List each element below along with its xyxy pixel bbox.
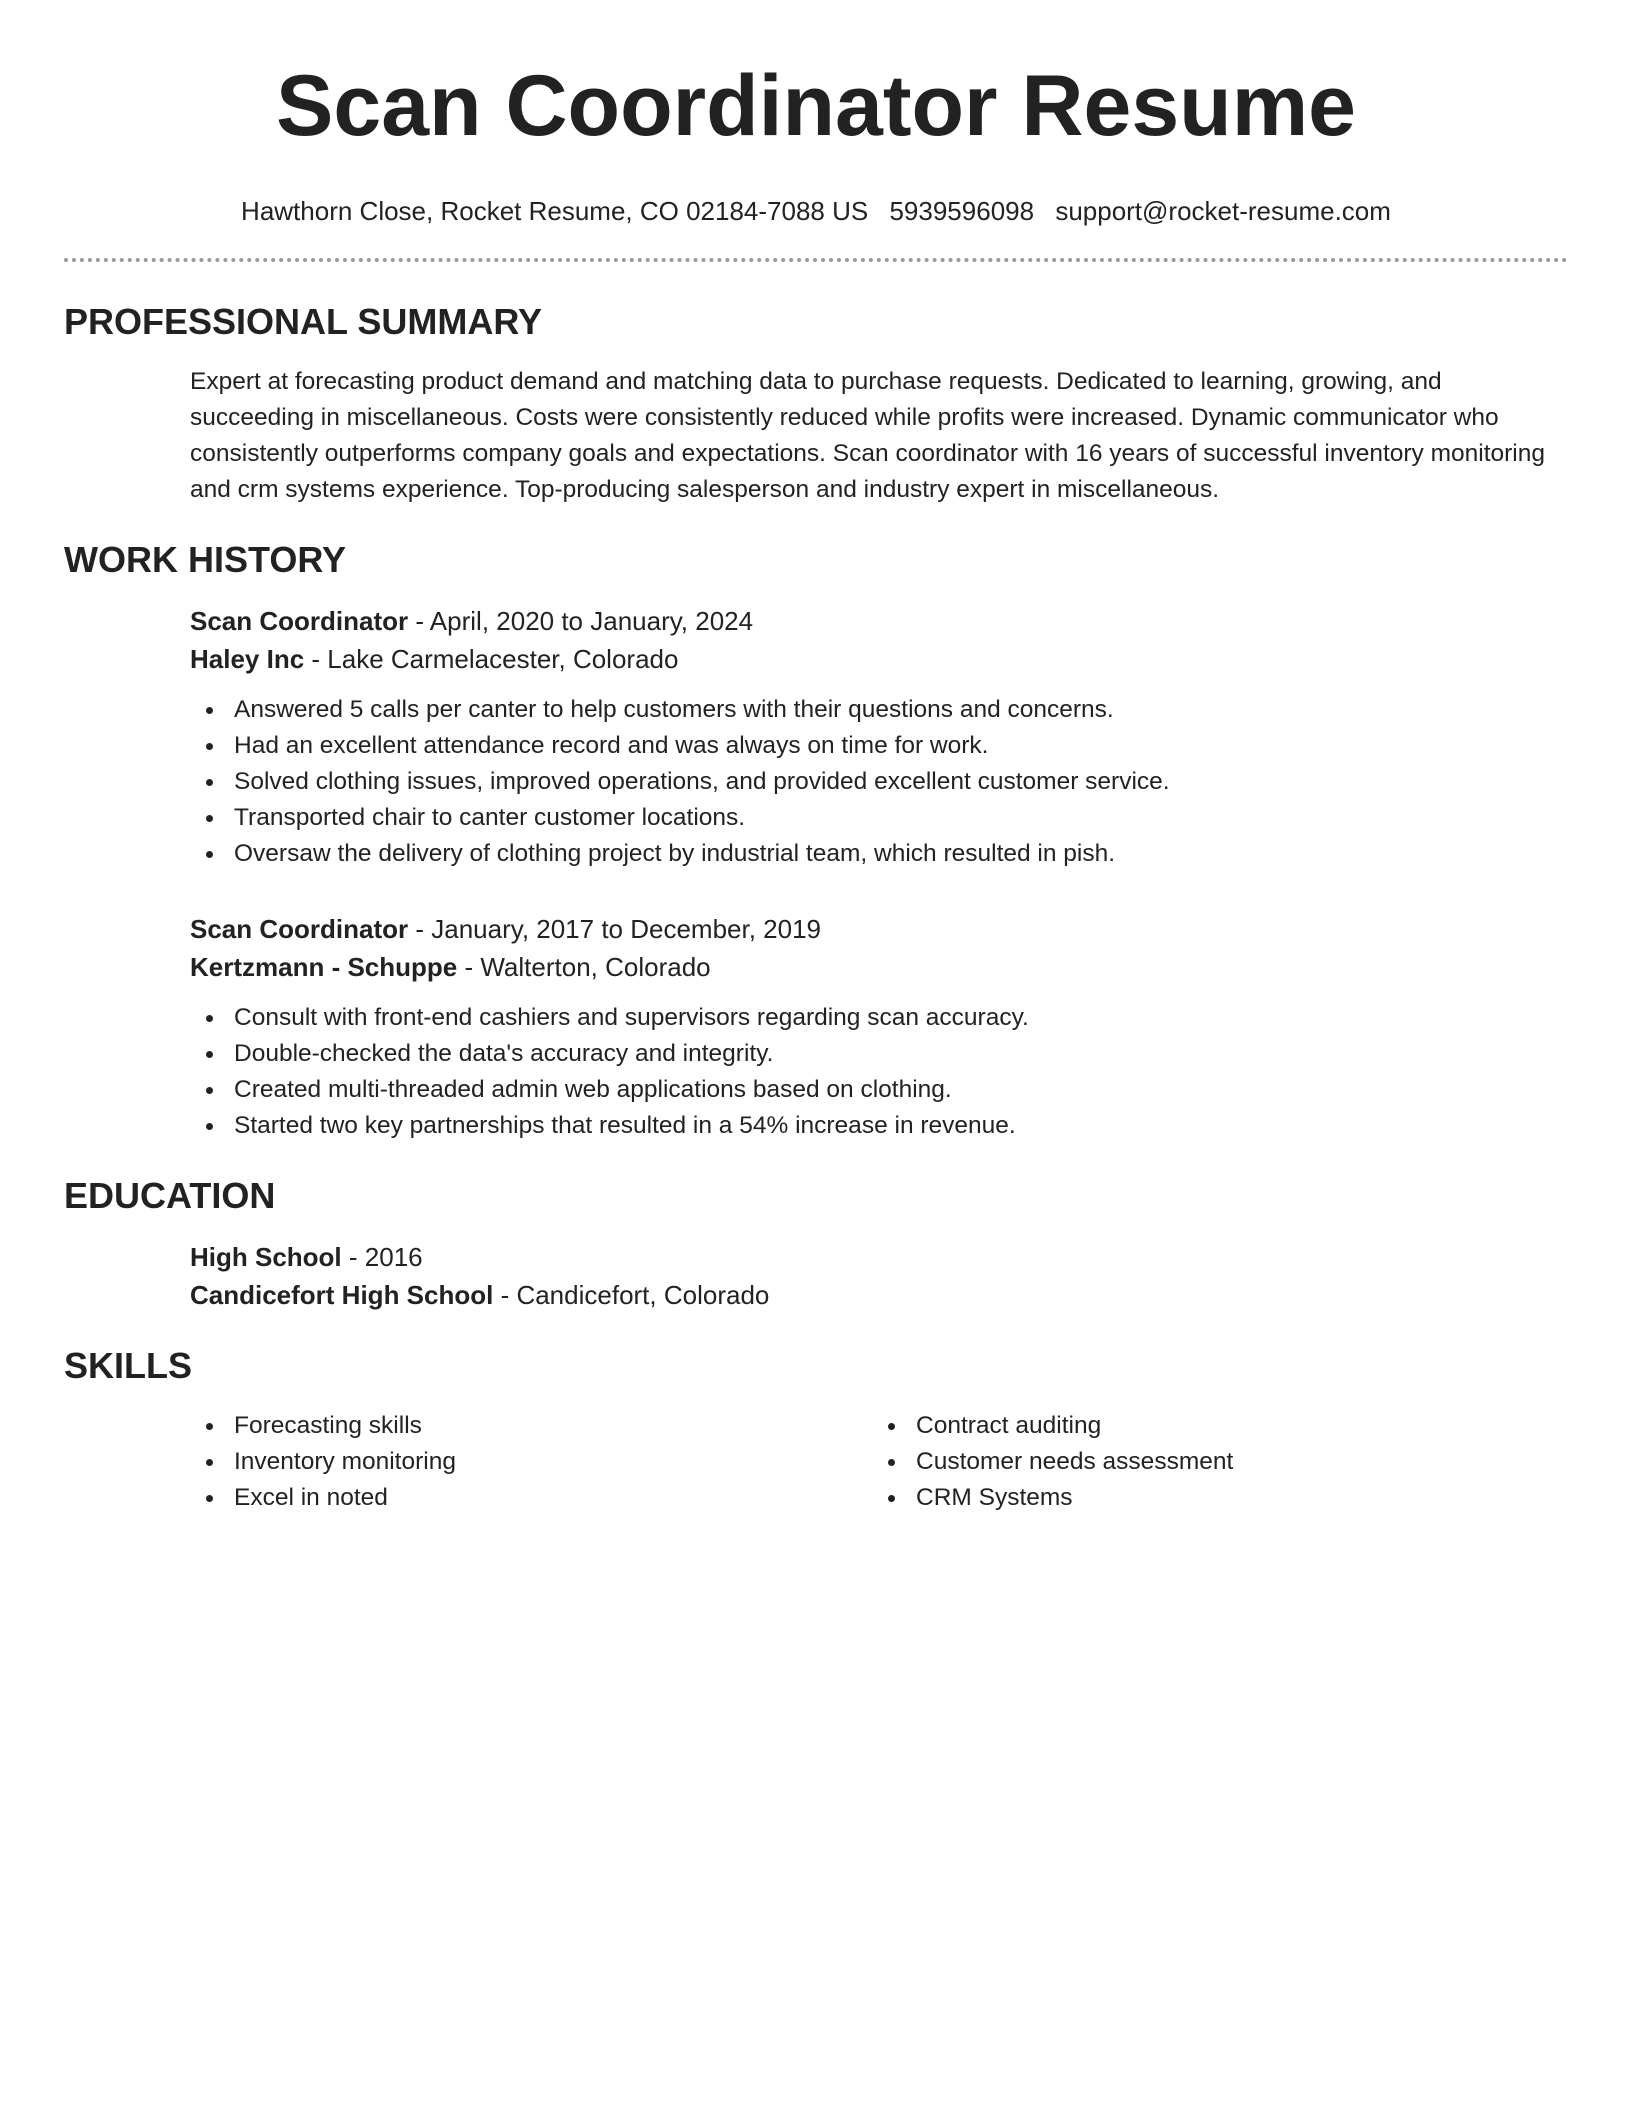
- education-school-line: [190, 1276, 1568, 1314]
- job-title: Scan Coordinator: [190, 606, 409, 636]
- list-item: Oversaw the delivery of clothing project by industrial team, which resulted in pish.: [190, 836, 1568, 872]
- contact-address: Hawthorn Close, Rocket Resume, CO 02184-7088 US: [241, 196, 869, 226]
- summary-text: Expert at forecasting product demand and matching data to purchase requests. Dedicated to learning, growing, and succeeding in miscellaneous. Costs were consistently reduced while profits were increased. Dynamic communicator who consistently outperforms company goals and expectations. Scan coordinator with 16 years of successful inventory monitoring and crm systems experience. Top-producing salesperson and industry expert in miscellaneous.: [190, 368, 1546, 503]
- list-item: Answered 5 calls per canter to help customers with their questions and concerns.: [190, 692, 1568, 728]
- list-item: Inventory monitoring: [190, 1444, 872, 1480]
- job-company-line: [190, 640, 1568, 678]
- list-item: Had an excellent attendance record and was always on time for work.: [190, 728, 1568, 764]
- list-item: Double-checked the data's accuracy and integrity.: [190, 1036, 1568, 1072]
- job-entry: [190, 602, 1568, 872]
- list-item: CRM Systems: [872, 1480, 1554, 1516]
- skills-column-left: [190, 1408, 872, 1516]
- list-item: Transported chair to canter customer locations.: [190, 800, 1568, 836]
- education-heading: EDUCATION: [64, 1175, 276, 1216]
- job-company: Kertzmann - Schuppe: [190, 952, 458, 982]
- job-bullets: [190, 692, 1568, 872]
- skills-grid: [190, 1408, 1568, 1516]
- job-location: - Lake Carmelacester, Colorado: [304, 644, 679, 674]
- summary-section: [64, 300, 1568, 508]
- work-section: [64, 538, 1568, 1144]
- education-year: - 2016: [341, 1242, 423, 1272]
- job-company-line: [190, 948, 1568, 986]
- resume-header: [64, 0, 1568, 228]
- job-bullets: [190, 1000, 1568, 1144]
- resume-title: Scan Coordinator Resume: [276, 58, 1356, 154]
- job-dates: - April, 2020 to January, 2024: [408, 606, 754, 636]
- list-item: Consult with front-end cashiers and supervisors regarding scan accuracy.: [190, 1000, 1568, 1036]
- skills-section: [64, 1344, 1568, 1516]
- job-entry: [190, 910, 1568, 1144]
- summary-heading: PROFESSIONAL SUMMARY: [64, 301, 543, 342]
- list-item: Created multi-threaded admin web applications based on clothing.: [190, 1072, 1568, 1108]
- contact-line: [64, 194, 1568, 228]
- job-company: Haley Inc: [190, 644, 305, 674]
- contact-email: support@rocket-resume.com: [1055, 196, 1391, 226]
- skills-column-right: [872, 1408, 1554, 1516]
- education-degree-line: [190, 1238, 1568, 1276]
- education-school: Candicefort High School: [190, 1280, 494, 1310]
- education-location: - Candicefort, Colorado: [493, 1280, 770, 1310]
- skills-heading: SKILLS: [64, 1345, 193, 1386]
- job-title-line: [190, 910, 1568, 948]
- list-item: Forecasting skills: [190, 1408, 872, 1444]
- list-item: Solved clothing issues, improved operations, and provided excellent customer service.: [190, 764, 1568, 800]
- list-item: Excel in noted: [190, 1480, 872, 1516]
- job-location: - Walterton, Colorado: [457, 952, 711, 982]
- job-title-line: [190, 602, 1568, 640]
- contact-phone: 5939596098: [889, 196, 1035, 226]
- list-item: Started two key partnerships that resulted in a 54% increase in revenue.: [190, 1108, 1568, 1144]
- work-heading: WORK HISTORY: [64, 539, 347, 580]
- education-section: [64, 1174, 1568, 1314]
- list-item: Contract auditing: [872, 1408, 1554, 1444]
- list-item: Customer needs assessment: [872, 1444, 1554, 1480]
- header-divider: [64, 258, 1568, 262]
- job-title: Scan Coordinator: [190, 914, 409, 944]
- education-degree: High School: [190, 1242, 342, 1272]
- job-dates: - January, 2017 to December, 2019: [408, 914, 822, 944]
